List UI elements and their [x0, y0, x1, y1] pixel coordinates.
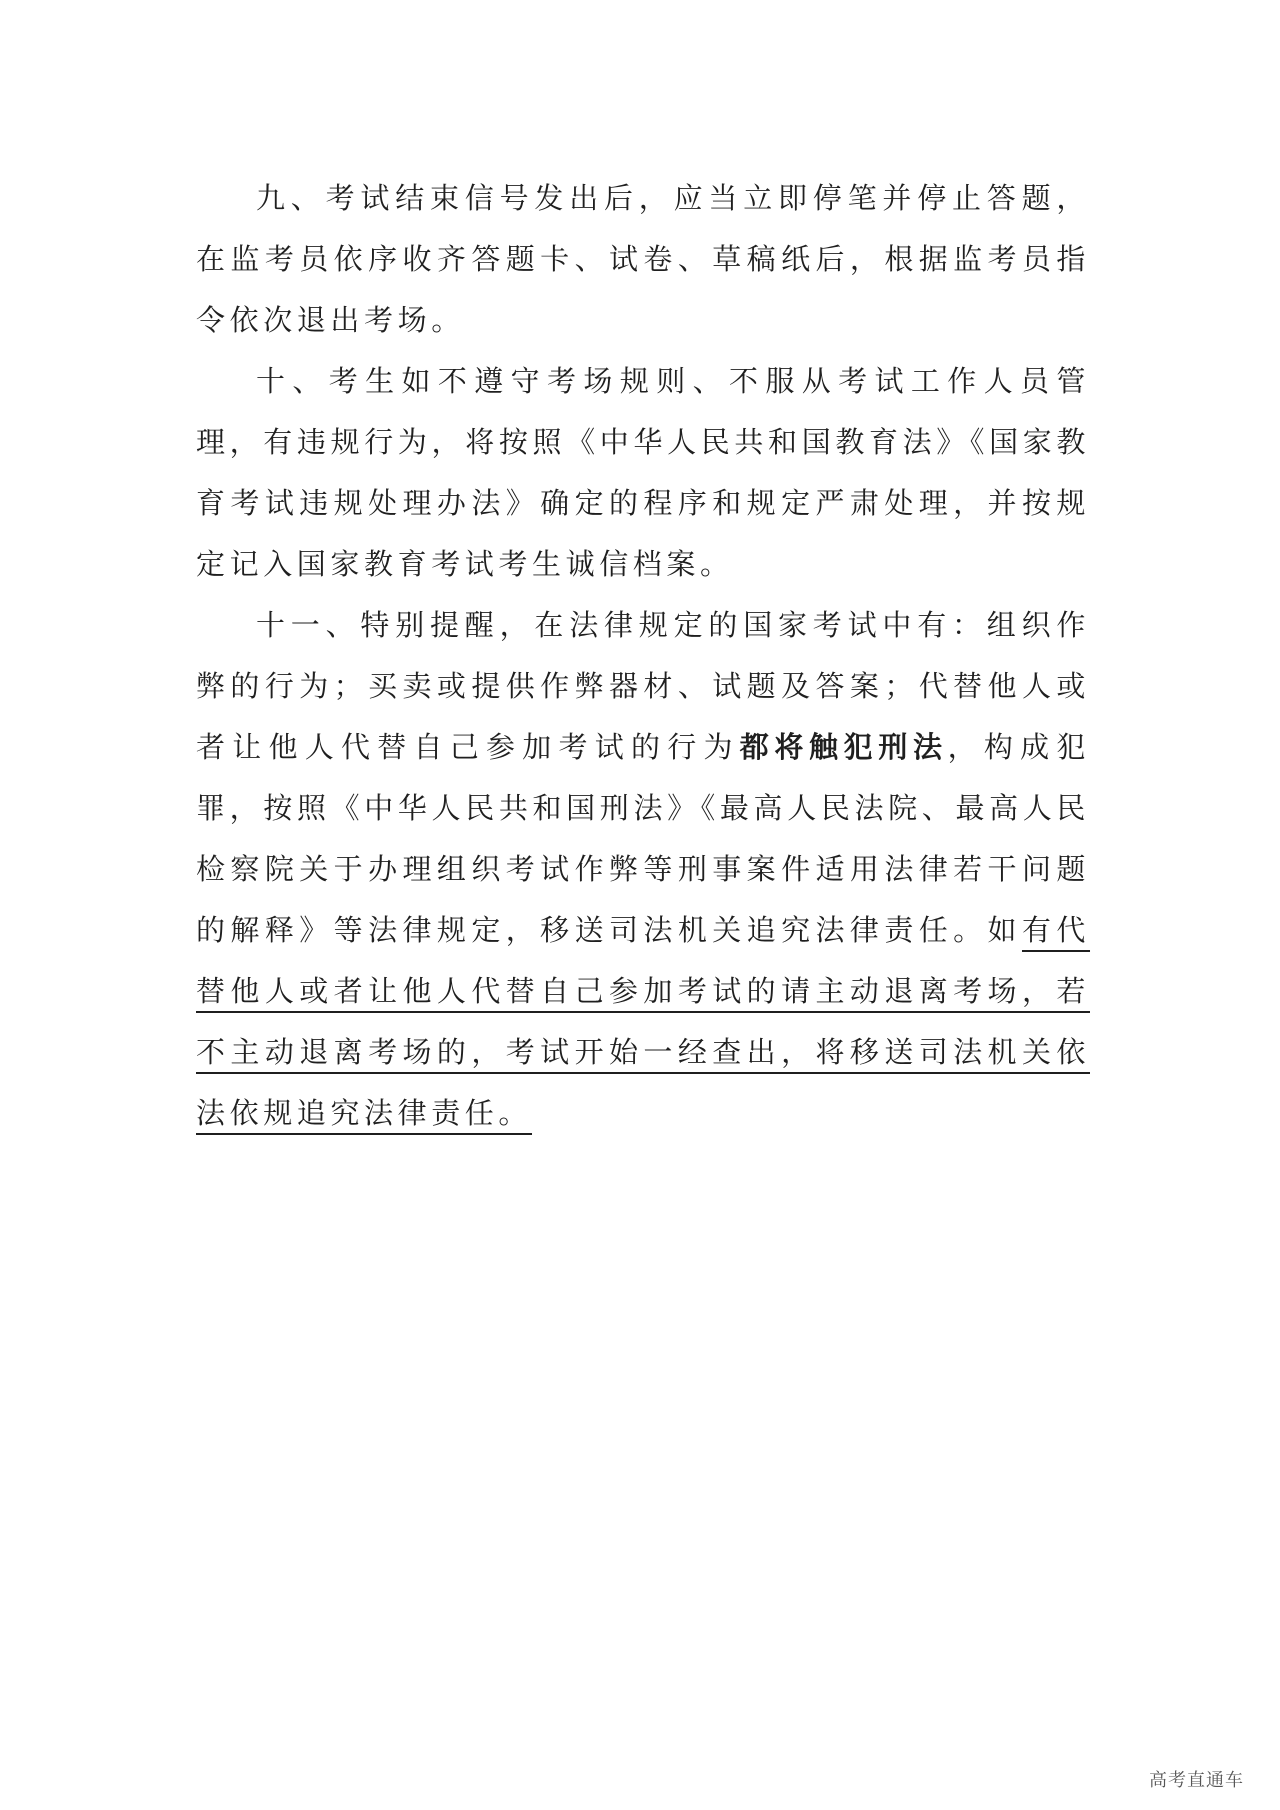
underlined-warning-text: 有代替他人或者让他人代替自己参加考试的请主动退离考场，若不主动退离考场的，考试开始一经查出，将移送司法机关依法依规追究法律责任。 [196, 913, 1091, 1130]
document-body [196, 168, 1090, 1144]
rule-11-intro-text: 十一、特别提醒，在法律规定的国家考试中有：组织作弊的行为；买卖或提供作弊器材、试题及答案；代替他人或者让他人代替自己参加考试的行为 [196, 608, 1090, 764]
bold-emphasis-text: 都将触犯刑法 [739, 730, 948, 764]
watermark-logo-text: 高考直通车 [1149, 1770, 1244, 1791]
paragraph-rule-10: 十、考生如不遵守考场规则、不服从考试工作人员管理，有违规行为，将按照《中华人民共和国教育法》《国家教育考试违规处理办法》确定的程序和规定严肃处理，并按规定记入国家教育考试考生诚信档案。 [196, 364, 1090, 581]
paragraph-rule-11 [196, 595, 1090, 1144]
rule-11-middle-text: ，构成犯罪，按照《中华人民共和国刑法》《最高人民法院、最高人民检察院关于办理组织考试作弊等刑事案件适用法律若干问题的解释》等法律规定，移送司法机关追究法律责任。如 [196, 730, 1090, 947]
paragraph-rule-9: 九、考试结束信号发出后，应当立即停笔并停止答题，在监考员依序收齐答题卡、试卷、草稿纸后，根据监考员指令依次退出考场。 [196, 181, 1090, 337]
